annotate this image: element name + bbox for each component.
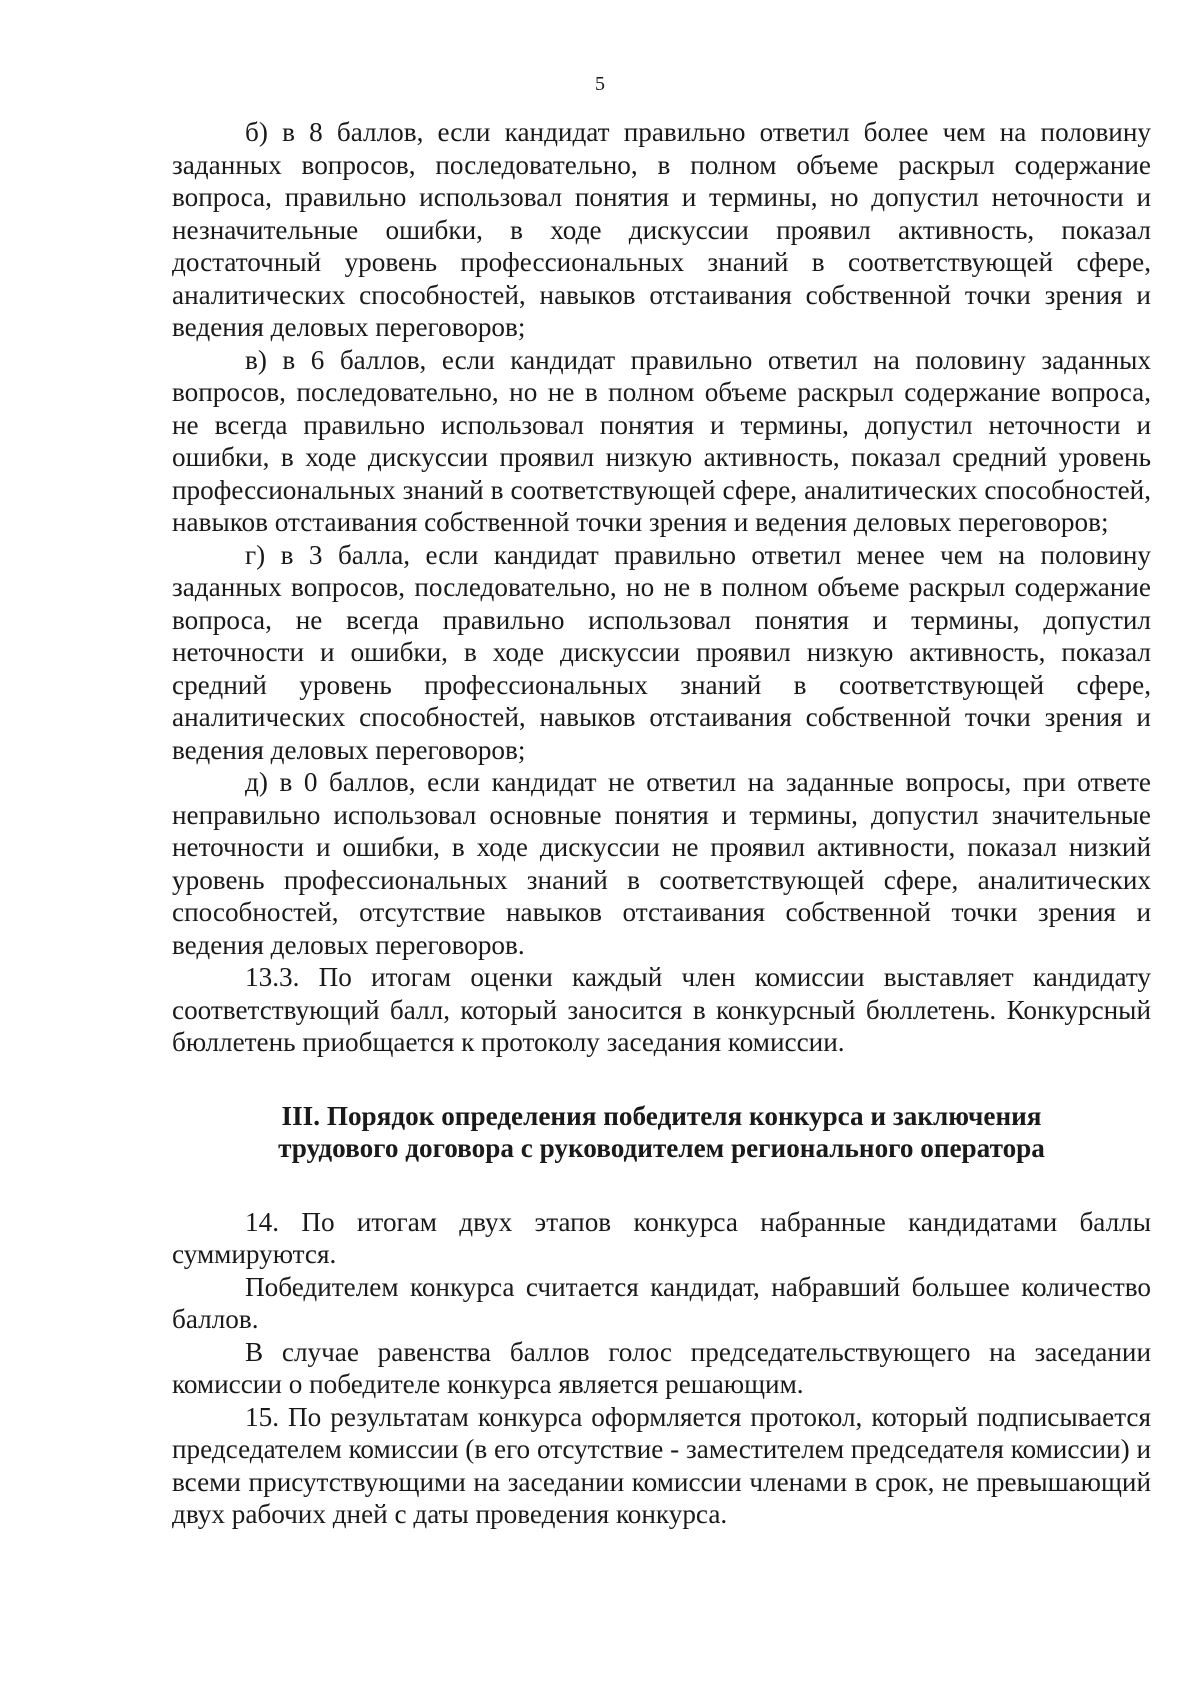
section-heading-line-1: III. Порядок определения победителя конкурса и заключения bbox=[281, 1100, 1042, 1131]
paragraph-v: в) в 6 баллов, если кандидат правильно ответил на половину заданных вопросов, последовательно, но не в полном объеме раскрыл содержание вопроса, не всегда правильно использовал понятия и термины, допустил неточности и ошибки, в ходе дискуссии проявил низкую активность, показал средний уровень профессиональных знаний в соответствующей сфере, аналитических способностей, навыков отстаивания собственной точки зрения и ведения деловых переговоров; bbox=[172, 344, 1151, 537]
paragraph-tie: В случае равенства баллов голос председательствующего на заседании комиссии о победителе конкурса является решающим. bbox=[172, 1336, 1151, 1399]
page-number: 5 bbox=[595, 73, 605, 95]
paragraph-g: г) в 3 балла, если кандидат правильно ответил менее чем на половину заданных вопросов, последовательно, но не в полном объеме раскрыл содержание вопроса, не всегда правильно использовал понятия и термины, допустил неточности и ошибки, в ходе дискуссии проявил низкую активность, показал средний уровень профессиональных знаний в соответствующей сфере, аналитических способностей, навыков отстаивания собственной точки зрения и ведения деловых переговоров; bbox=[172, 539, 1151, 765]
section-heading bbox=[172, 1100, 1151, 1165]
paragraph-b: б) в 8 баллов, если кандидат правильно ответил более чем на половину заданных вопросов, последовательно, в полном объеме раскрыл содержание вопроса, правильно использовал понятия и термины, но допустил неточности и незначительные ошибки, в ходе дискуссии проявил активность, показал достаточный уровень профессиональных знаний в соответствующей сфере, аналитических способностей, навыков отстаивания собственной точки зрения и ведения деловых переговоров; bbox=[172, 117, 1151, 342]
paragraph-15: 15. По результатам конкурса оформляется протокол, который подписывается председателем комиссии (в его отсутствие - заместителем председателя комиссии) и всеми присутствующими на заседании комиссии членами в срок, не превышающий двух рабочих дней с даты проведения конкурса. bbox=[172, 1401, 1151, 1529]
document-body bbox=[172, 116, 1151, 1531]
paragraph-winner: Победителем конкурса считается кандидат, набравший большее количество баллов. bbox=[172, 1271, 1151, 1334]
paragraph-13-3: 13.3. По итогам оценки каждый член комиссии выставляет кандидату соответствующий балл, который заносится в конкурсный бюллетень. Конкурсный бюллетень приобщается к протоколу заседания комиссии. bbox=[172, 962, 1151, 1057]
section-heading-line-2: трудового договора с руководителем регионального оператора bbox=[278, 1133, 1045, 1163]
paragraph-14: 14. По итогам двух этапов конкурса набранные кандидатами баллы суммируются. bbox=[172, 1206, 1151, 1269]
paragraph-d: д) в 0 баллов, если кандидат не ответил на заданные вопросы, при ответе неправильно использовал основные понятия и термины, допустил значительные неточности и ошибки, в ходе дискуссии не проявил активности, показал низкий уровень профессиональных знаний в соответствующей сфере, аналитических способностей, отсутствие навыков отстаивания собственной точки зрения и ведения деловых переговоров. bbox=[172, 767, 1151, 960]
